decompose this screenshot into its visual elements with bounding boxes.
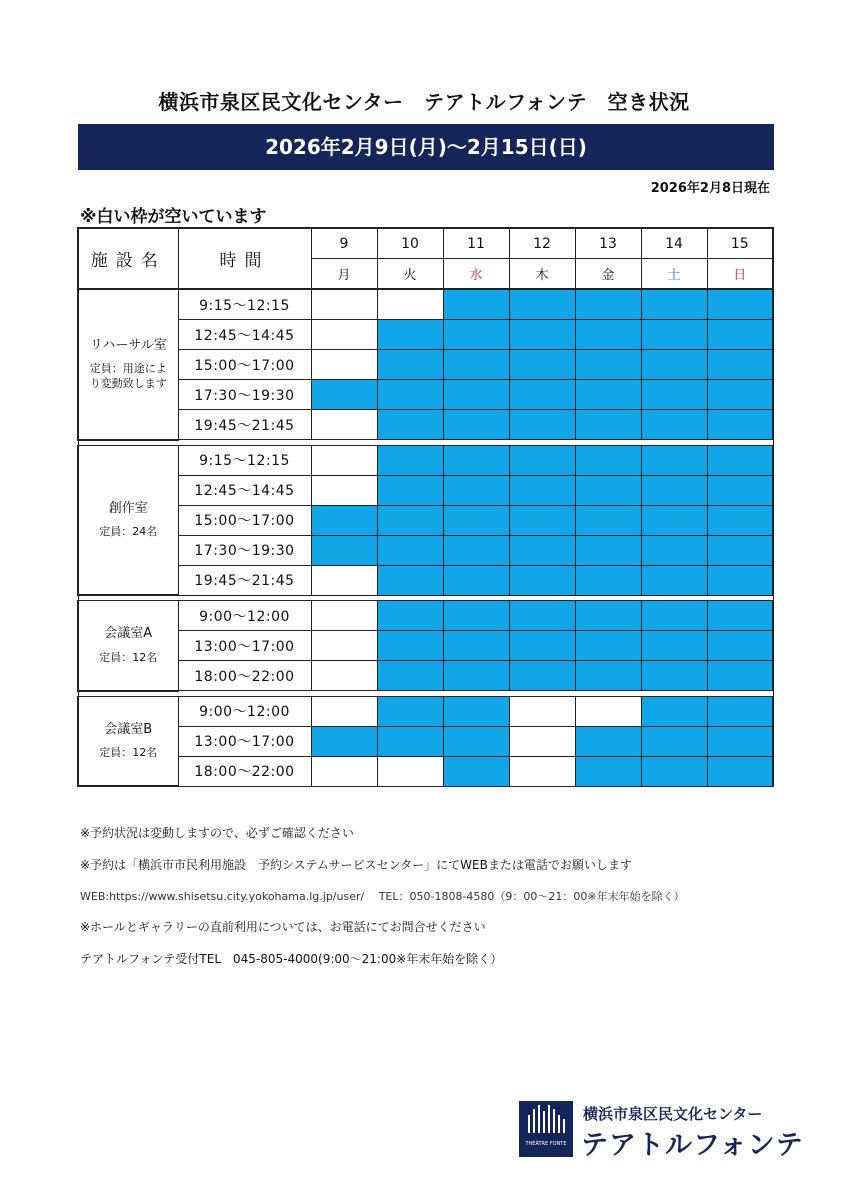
slot-busy — [707, 410, 773, 440]
slot-free — [311, 350, 377, 380]
slot-busy — [641, 565, 707, 595]
slot-free — [311, 601, 377, 631]
slot-free — [311, 661, 377, 691]
slot-busy — [707, 505, 773, 535]
facility-header: 施設名 — [78, 228, 178, 289]
slot-busy — [443, 410, 509, 440]
day-header: 14 — [641, 228, 707, 259]
slot-busy — [443, 380, 509, 410]
slot-busy — [707, 350, 773, 380]
date-range-banner: 2026年2月9日(月)～2月15日(日) — [78, 124, 774, 170]
table-row — [78, 601, 773, 631]
slot-busy — [641, 661, 707, 691]
slot-busy — [377, 380, 443, 410]
facility-capacity: 定員：24名 — [99, 525, 158, 539]
slot-busy — [377, 696, 443, 726]
slot-busy — [509, 601, 575, 631]
logo-bars-icon — [519, 1101, 573, 1157]
slot-busy — [311, 726, 377, 756]
logo-mark-text: THÉÂTRE FONTE — [525, 1141, 567, 1147]
facility-name: 会議室B — [104, 721, 153, 737]
slot-busy — [707, 475, 773, 505]
slot-busy — [509, 380, 575, 410]
time-slot-label: 17:30～19:30 — [178, 380, 311, 410]
slot-busy — [707, 445, 773, 475]
slot-busy — [641, 726, 707, 756]
day-header: 10 — [377, 228, 443, 259]
slot-busy — [641, 410, 707, 440]
day-header: 15 — [707, 228, 773, 259]
slot-busy — [443, 475, 509, 505]
facility-capacity: 定員：用途により変動致します — [89, 362, 167, 391]
table-row — [78, 756, 773, 786]
slot-busy — [575, 535, 641, 565]
weekday-header: 土 — [641, 259, 707, 290]
slot-busy — [443, 756, 509, 786]
slot-busy — [443, 350, 509, 380]
logo-org-name: 横浜市泉区民文化センター — [583, 1105, 763, 1123]
weekday-header: 水 — [443, 259, 509, 290]
slot-busy — [707, 631, 773, 661]
slot-busy — [707, 696, 773, 726]
facility-capacity: 定員：12名 — [99, 650, 158, 664]
day-header: 12 — [509, 228, 575, 259]
table-row — [78, 505, 773, 535]
slot-busy — [575, 320, 641, 350]
theatre-fonte-logo — [519, 1101, 804, 1161]
slot-busy — [377, 565, 443, 595]
slot-busy — [641, 380, 707, 410]
slot-busy — [443, 289, 509, 320]
footer-note-2: ※予約は「横浜市市民利用施設 予約システムサービスセンター」にてWEBまたは電話でお願いします — [80, 858, 632, 872]
slot-busy — [707, 726, 773, 756]
slot-busy — [575, 661, 641, 691]
slot-busy — [377, 601, 443, 631]
logo-mark-icon — [519, 1101, 573, 1157]
slot-busy — [641, 631, 707, 661]
slot-busy — [575, 445, 641, 475]
facility-name: リハーサル室 — [89, 337, 167, 353]
slot-busy — [311, 535, 377, 565]
facility-cell — [78, 601, 178, 691]
facility-capacity: 定員：12名 — [99, 746, 158, 760]
slot-busy — [443, 565, 509, 595]
slot-busy — [509, 320, 575, 350]
time-slot-label: 18:00～22:00 — [178, 756, 311, 786]
slot-busy — [377, 445, 443, 475]
slot-busy — [707, 289, 773, 320]
time-slot-label: 15:00～17:00 — [178, 505, 311, 535]
time-slot-label: 19:45～21:45 — [178, 565, 311, 595]
time-slot-label: 12:45～14:45 — [178, 320, 311, 350]
slot-busy — [509, 535, 575, 565]
table-row — [78, 631, 773, 661]
slot-free — [311, 565, 377, 595]
slot-busy — [377, 726, 443, 756]
slot-busy — [509, 505, 575, 535]
slot-busy — [575, 410, 641, 440]
footer-reception-tel: テアトルフォンテ受付TEL 045-805-4000(9:00～21:00※年末年始を除く） — [80, 952, 503, 966]
slot-busy — [509, 475, 575, 505]
weekday-header: 木 — [509, 259, 575, 290]
slot-free — [311, 320, 377, 350]
slot-busy — [443, 535, 509, 565]
slot-busy — [443, 696, 509, 726]
slot-busy — [377, 631, 443, 661]
slot-busy — [707, 601, 773, 631]
slot-busy — [641, 350, 707, 380]
slot-busy — [311, 505, 377, 535]
slot-busy — [509, 350, 575, 380]
slot-free — [311, 756, 377, 786]
as-of-date: 2026年2月8日現在 — [650, 181, 770, 196]
slot-busy — [641, 696, 707, 726]
slot-busy — [443, 601, 509, 631]
availability-table — [77, 227, 774, 787]
day-header: 13 — [575, 228, 641, 259]
slot-busy — [641, 601, 707, 631]
slot-free — [377, 756, 443, 786]
weekday-header: 月 — [311, 259, 377, 290]
slot-busy — [641, 505, 707, 535]
slot-free — [311, 631, 377, 661]
day-header: 9 — [311, 228, 377, 259]
time-slot-label: 17:30～19:30 — [178, 535, 311, 565]
time-slot-label: 12:45～14:45 — [178, 475, 311, 505]
time-slot-label: 9:15～12:15 — [178, 445, 311, 475]
slot-free — [311, 475, 377, 505]
slot-free — [575, 696, 641, 726]
slot-free — [311, 289, 377, 320]
slot-busy — [509, 445, 575, 475]
slot-busy — [575, 475, 641, 505]
slot-busy — [443, 661, 509, 691]
slot-busy — [707, 661, 773, 691]
slot-busy — [509, 410, 575, 440]
slot-busy — [509, 289, 575, 320]
slot-busy — [377, 410, 443, 440]
facility-name: 会議室A — [104, 626, 153, 642]
time-slot-label: 18:00～22:00 — [178, 661, 311, 691]
slot-busy — [443, 631, 509, 661]
slot-busy — [377, 505, 443, 535]
slot-busy — [575, 289, 641, 320]
slot-free — [311, 410, 377, 440]
slot-busy — [311, 380, 377, 410]
slot-free — [509, 756, 575, 786]
table-row — [78, 475, 773, 505]
slot-free — [377, 289, 443, 320]
slot-busy — [641, 320, 707, 350]
availability-note: ※白い枠が空いています — [80, 207, 267, 227]
slot-busy — [641, 535, 707, 565]
facility-cell — [78, 696, 178, 786]
slot-busy — [443, 505, 509, 535]
slot-busy — [575, 631, 641, 661]
schedule-body — [78, 289, 773, 786]
facility-name: 創作室 — [108, 500, 148, 516]
slot-busy — [641, 475, 707, 505]
table-row — [78, 410, 773, 440]
slot-busy — [707, 535, 773, 565]
footer-note-3: ※ホールとギャラリーの直前利用については、お電話にてお問合せください — [80, 920, 486, 934]
slot-busy — [575, 565, 641, 595]
time-header: 時間 — [178, 228, 311, 289]
footer-note-1: ※予約状況は変動しますので、必ずご確認ください — [80, 826, 354, 840]
table-row — [78, 380, 773, 410]
slot-busy — [641, 756, 707, 786]
slot-busy — [377, 535, 443, 565]
weekday-header: 金 — [575, 259, 641, 290]
slot-free — [509, 696, 575, 726]
slot-busy — [641, 445, 707, 475]
slot-busy — [377, 350, 443, 380]
slot-free — [311, 445, 377, 475]
weekday-header: 日 — [707, 259, 773, 290]
slot-busy — [575, 601, 641, 631]
time-slot-label: 15:00～17:00 — [178, 350, 311, 380]
facility-cell — [78, 289, 178, 440]
slot-busy — [575, 380, 641, 410]
time-slot-label: 9:00～12:00 — [178, 601, 311, 631]
slot-busy — [509, 565, 575, 595]
slot-busy — [641, 289, 707, 320]
table-row — [78, 726, 773, 756]
slot-busy — [377, 661, 443, 691]
day-header: 11 — [443, 228, 509, 259]
slot-busy — [377, 475, 443, 505]
time-slot-label: 9:15～12:15 — [178, 289, 311, 320]
facility-cell — [78, 445, 178, 595]
slot-busy — [575, 505, 641, 535]
time-slot-label: 9:00～12:00 — [178, 696, 311, 726]
slot-busy — [443, 445, 509, 475]
table-row — [78, 696, 773, 726]
time-slot-label: 13:00～17:00 — [178, 726, 311, 756]
table-row — [78, 320, 773, 350]
slot-busy — [509, 631, 575, 661]
slot-busy — [443, 726, 509, 756]
slot-busy — [575, 756, 641, 786]
slot-busy — [575, 350, 641, 380]
table-row — [78, 289, 773, 320]
slot-busy — [377, 320, 443, 350]
slot-free — [311, 696, 377, 726]
table-row — [78, 535, 773, 565]
slot-busy — [443, 320, 509, 350]
slot-busy — [575, 726, 641, 756]
slot-busy — [707, 756, 773, 786]
time-slot-label: 19:45～21:45 — [178, 410, 311, 440]
table-row — [78, 350, 773, 380]
slot-busy — [509, 661, 575, 691]
table-row — [78, 565, 773, 595]
slot-busy — [707, 565, 773, 595]
slot-free — [509, 726, 575, 756]
table-row — [78, 661, 773, 691]
table-row — [78, 445, 773, 475]
logo-venue-name: テアトルフォンテ — [581, 1130, 804, 1161]
time-slot-label: 13:00～17:00 — [178, 631, 311, 661]
page-title: 横浜市泉区民文化センター テアトルフォンテ 空き状況 — [158, 90, 690, 114]
footer-web-tel: WEB:https://www.shisetsu.city.yokohama.lg.jp/user/ TEL：050-1808-4580（9：00～21：00※年末年始を除く） — [80, 890, 685, 903]
weekday-header: 火 — [377, 259, 443, 290]
slot-busy — [707, 380, 773, 410]
slot-busy — [707, 320, 773, 350]
